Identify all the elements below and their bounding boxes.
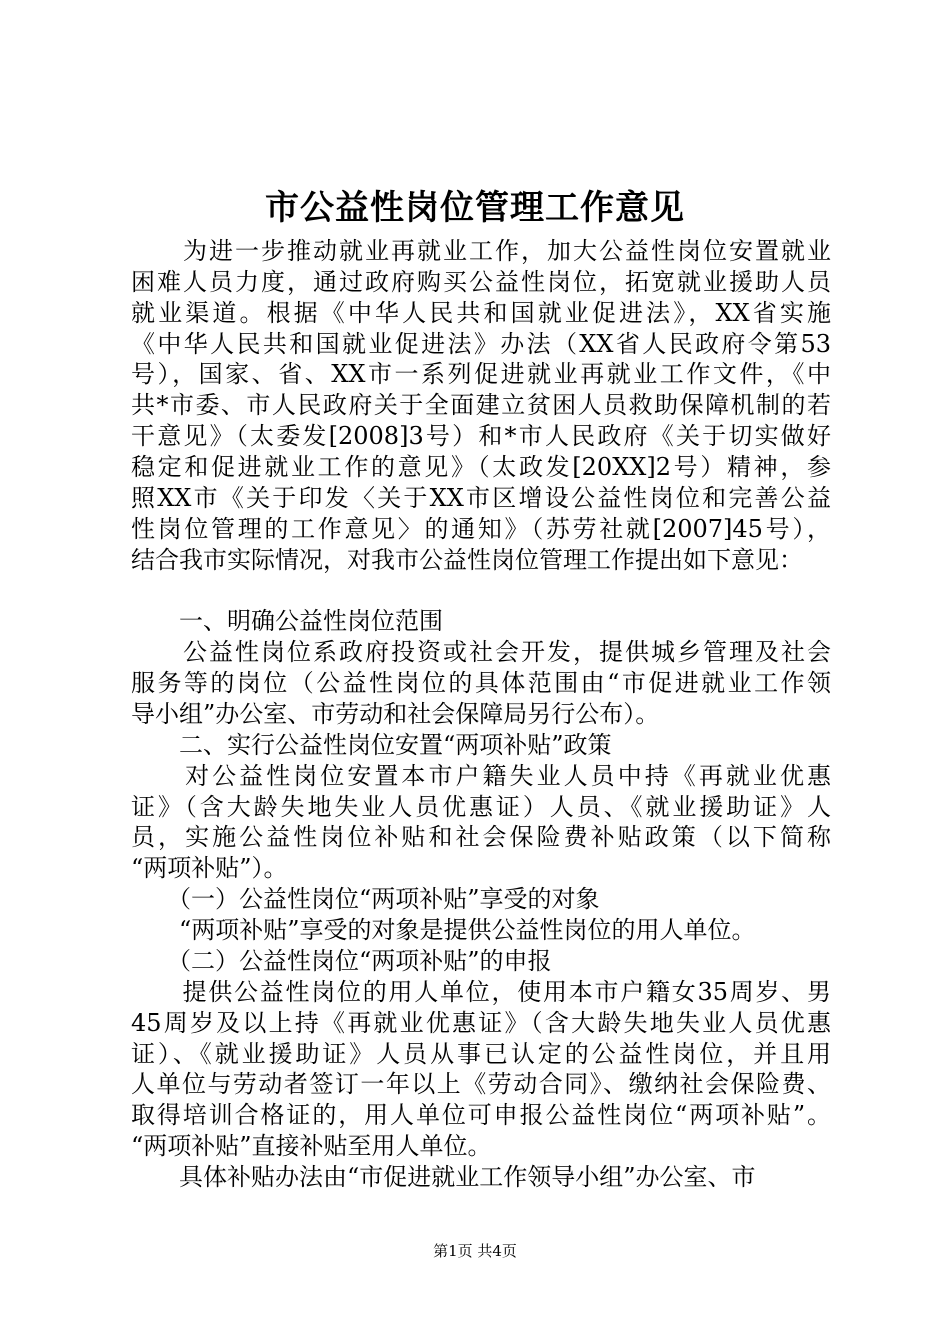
- body-line: 证》（含大龄失地失业人员优惠证）人员、《就业援助证》人: [131, 793, 831, 821]
- body-line: 提供公益性岗位的用人单位，使用本市户籍女35周岁、男: [131, 978, 831, 1006]
- body-line: 45周岁及以上持《再就业优惠证》（含大龄失地失业人员优惠: [131, 1009, 831, 1037]
- body-line: 证）、《就业援助证》人员从事已认定的公益性岗位，并且用: [131, 1040, 831, 1068]
- body-line: 取得培训合格证的，用人单位可申报公益性岗位“两项补贴”。: [131, 1101, 831, 1129]
- body-line: 困难人员力度，通过政府购买公益性岗位，拓宽就业援助人员: [131, 268, 831, 296]
- body-line: 就业渠道。根据《中华人民共和国就业促进法》，XX省实施: [131, 299, 831, 327]
- body-line: 对公益性岗位安置本市户籍失业人员中持《再就业优惠: [131, 762, 831, 790]
- body-line: 公益性岗位系政府投资或社会开发，提供城乡管理及社会: [131, 638, 831, 666]
- body-line: 二、实行公益性岗位安置“两项补贴”政策: [131, 731, 612, 759]
- document-title: 市公益性岗位管理工作意见: [265, 188, 685, 228]
- body-line: 结合我市实际情况，对我市公益性岗位管理工作提出如下意见：: [131, 546, 803, 574]
- body-line: “两项补贴”享受的对象是提供公益性岗位的用人单位。: [131, 916, 756, 944]
- body-line: 一、明确公益性岗位范围: [131, 607, 443, 635]
- body-line: 照XX市《关于印发〈关于XX市区增设公益性岗位和完善公益: [131, 484, 831, 512]
- body-line: “两项补贴”）。: [131, 854, 288, 882]
- body-line: 人单位与劳动者签订一年以上《劳动合同》、缴纳社会保险费、: [131, 1070, 831, 1098]
- body-line: （二）公益性岗位“两项补贴”的申报: [131, 947, 552, 975]
- body-line: 为进一步推动就业再就业工作，加大公益性岗位安置就业: [131, 237, 831, 265]
- body-line: 号），国家、省、XX市一系列促进就业再就业工作文件，《中: [131, 360, 831, 388]
- body-line: “两项补贴”直接补贴至用人单位。: [131, 1132, 492, 1160]
- body-line: 性岗位管理的工作意见〉的通知》（苏劳社就[2007]45号），: [131, 515, 831, 543]
- body-line: 具体补贴办法由“市促进就业工作领导小组”办公室、市: [131, 1163, 756, 1191]
- body-line: 员，实施公益性岗位补贴和社会保险费补贴政策（以下简称: [131, 823, 831, 851]
- body-line: 《中华人民共和国就业促进法》办法（XX省人民政府令第53: [131, 330, 831, 358]
- body-line: 干意见》（太委发[2008]3号）和*市人民政府《关于切实做好: [131, 422, 831, 450]
- body-line: （一）公益性岗位“两项补贴”享受的对象: [131, 885, 600, 913]
- body-line: 共*市委、市人民政府关于全面建立贫困人员救助保障机制的若: [131, 391, 831, 419]
- page-footer: 第1页 共4页: [433, 1242, 517, 1260]
- body-line: 导小组”办公室、市劳动和社会保障局另行公布）。: [131, 700, 660, 728]
- body-line: 稳定和促进就业工作的意见》（太政发[20XX]2号）精神，参: [131, 453, 831, 481]
- body-line: 服务等的岗位（公益性岗位的具体范围由“市促进就业工作领: [131, 669, 831, 697]
